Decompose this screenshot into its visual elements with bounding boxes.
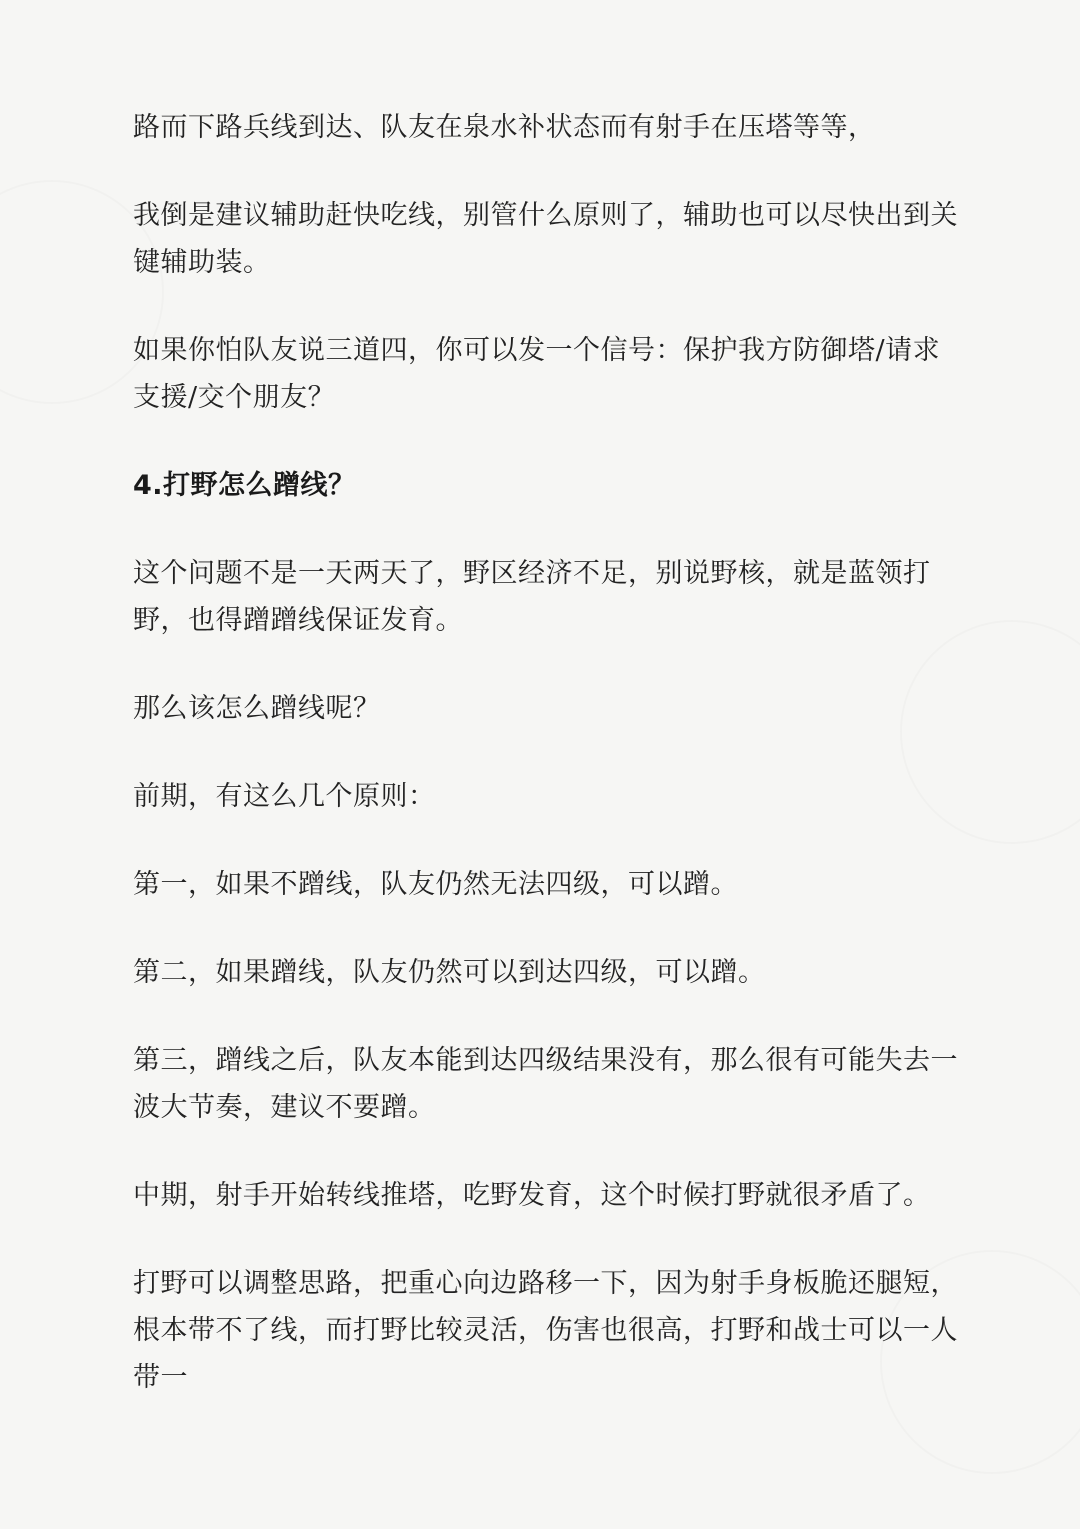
paragraph: 中期，射手开始转线推塔，吃野发育，这个时候打野就很矛盾了。 <box>133 1180 931 1211</box>
paragraph: 那么该怎么蹭线呢？ <box>133 693 381 724</box>
section-heading: 4.打野怎么蹭线？ <box>133 470 356 501</box>
paragraph: 我倒是建议辅助赶快吃线，别管什么原则了，辅助也可以尽快出到关键辅助装。 <box>133 200 958 278</box>
paragraph: 路而下路兵线到达、队友在泉水补状态而有射手在压塔等等， <box>133 112 876 143</box>
paragraph: 如果你怕队友说三道四，你可以发一个信号：保护我方防御塔/请求支援/交个朋友？ <box>133 335 941 413</box>
paragraph: 这个问题不是一天两天了，野区经济不足，别说野核，就是蓝领打野，也得蹭蹭线保证发育。 <box>133 558 931 636</box>
paragraph: 打野可以调整思路，把重心向边路移一下，因为射手身板脆还腿短，根本带不了线，而打野比较灵活，伤害也很高，打野和战士可以一人带一 <box>133 1268 958 1393</box>
article-body <box>133 104 963 1442</box>
paragraph: 第三，蹭线之后，队友本能到达四级结果没有，那么很有可能失去一波大节奏，建议不要蹭。 <box>133 1045 958 1123</box>
paragraph: 前期，有这么几个原则： <box>133 781 436 812</box>
paragraph: 第二，如果蹭线，队友仍然可以到达四级，可以蹭。 <box>133 957 766 988</box>
paragraph: 第一，如果不蹭线，队友仍然无法四级，可以蹭。 <box>133 869 738 900</box>
